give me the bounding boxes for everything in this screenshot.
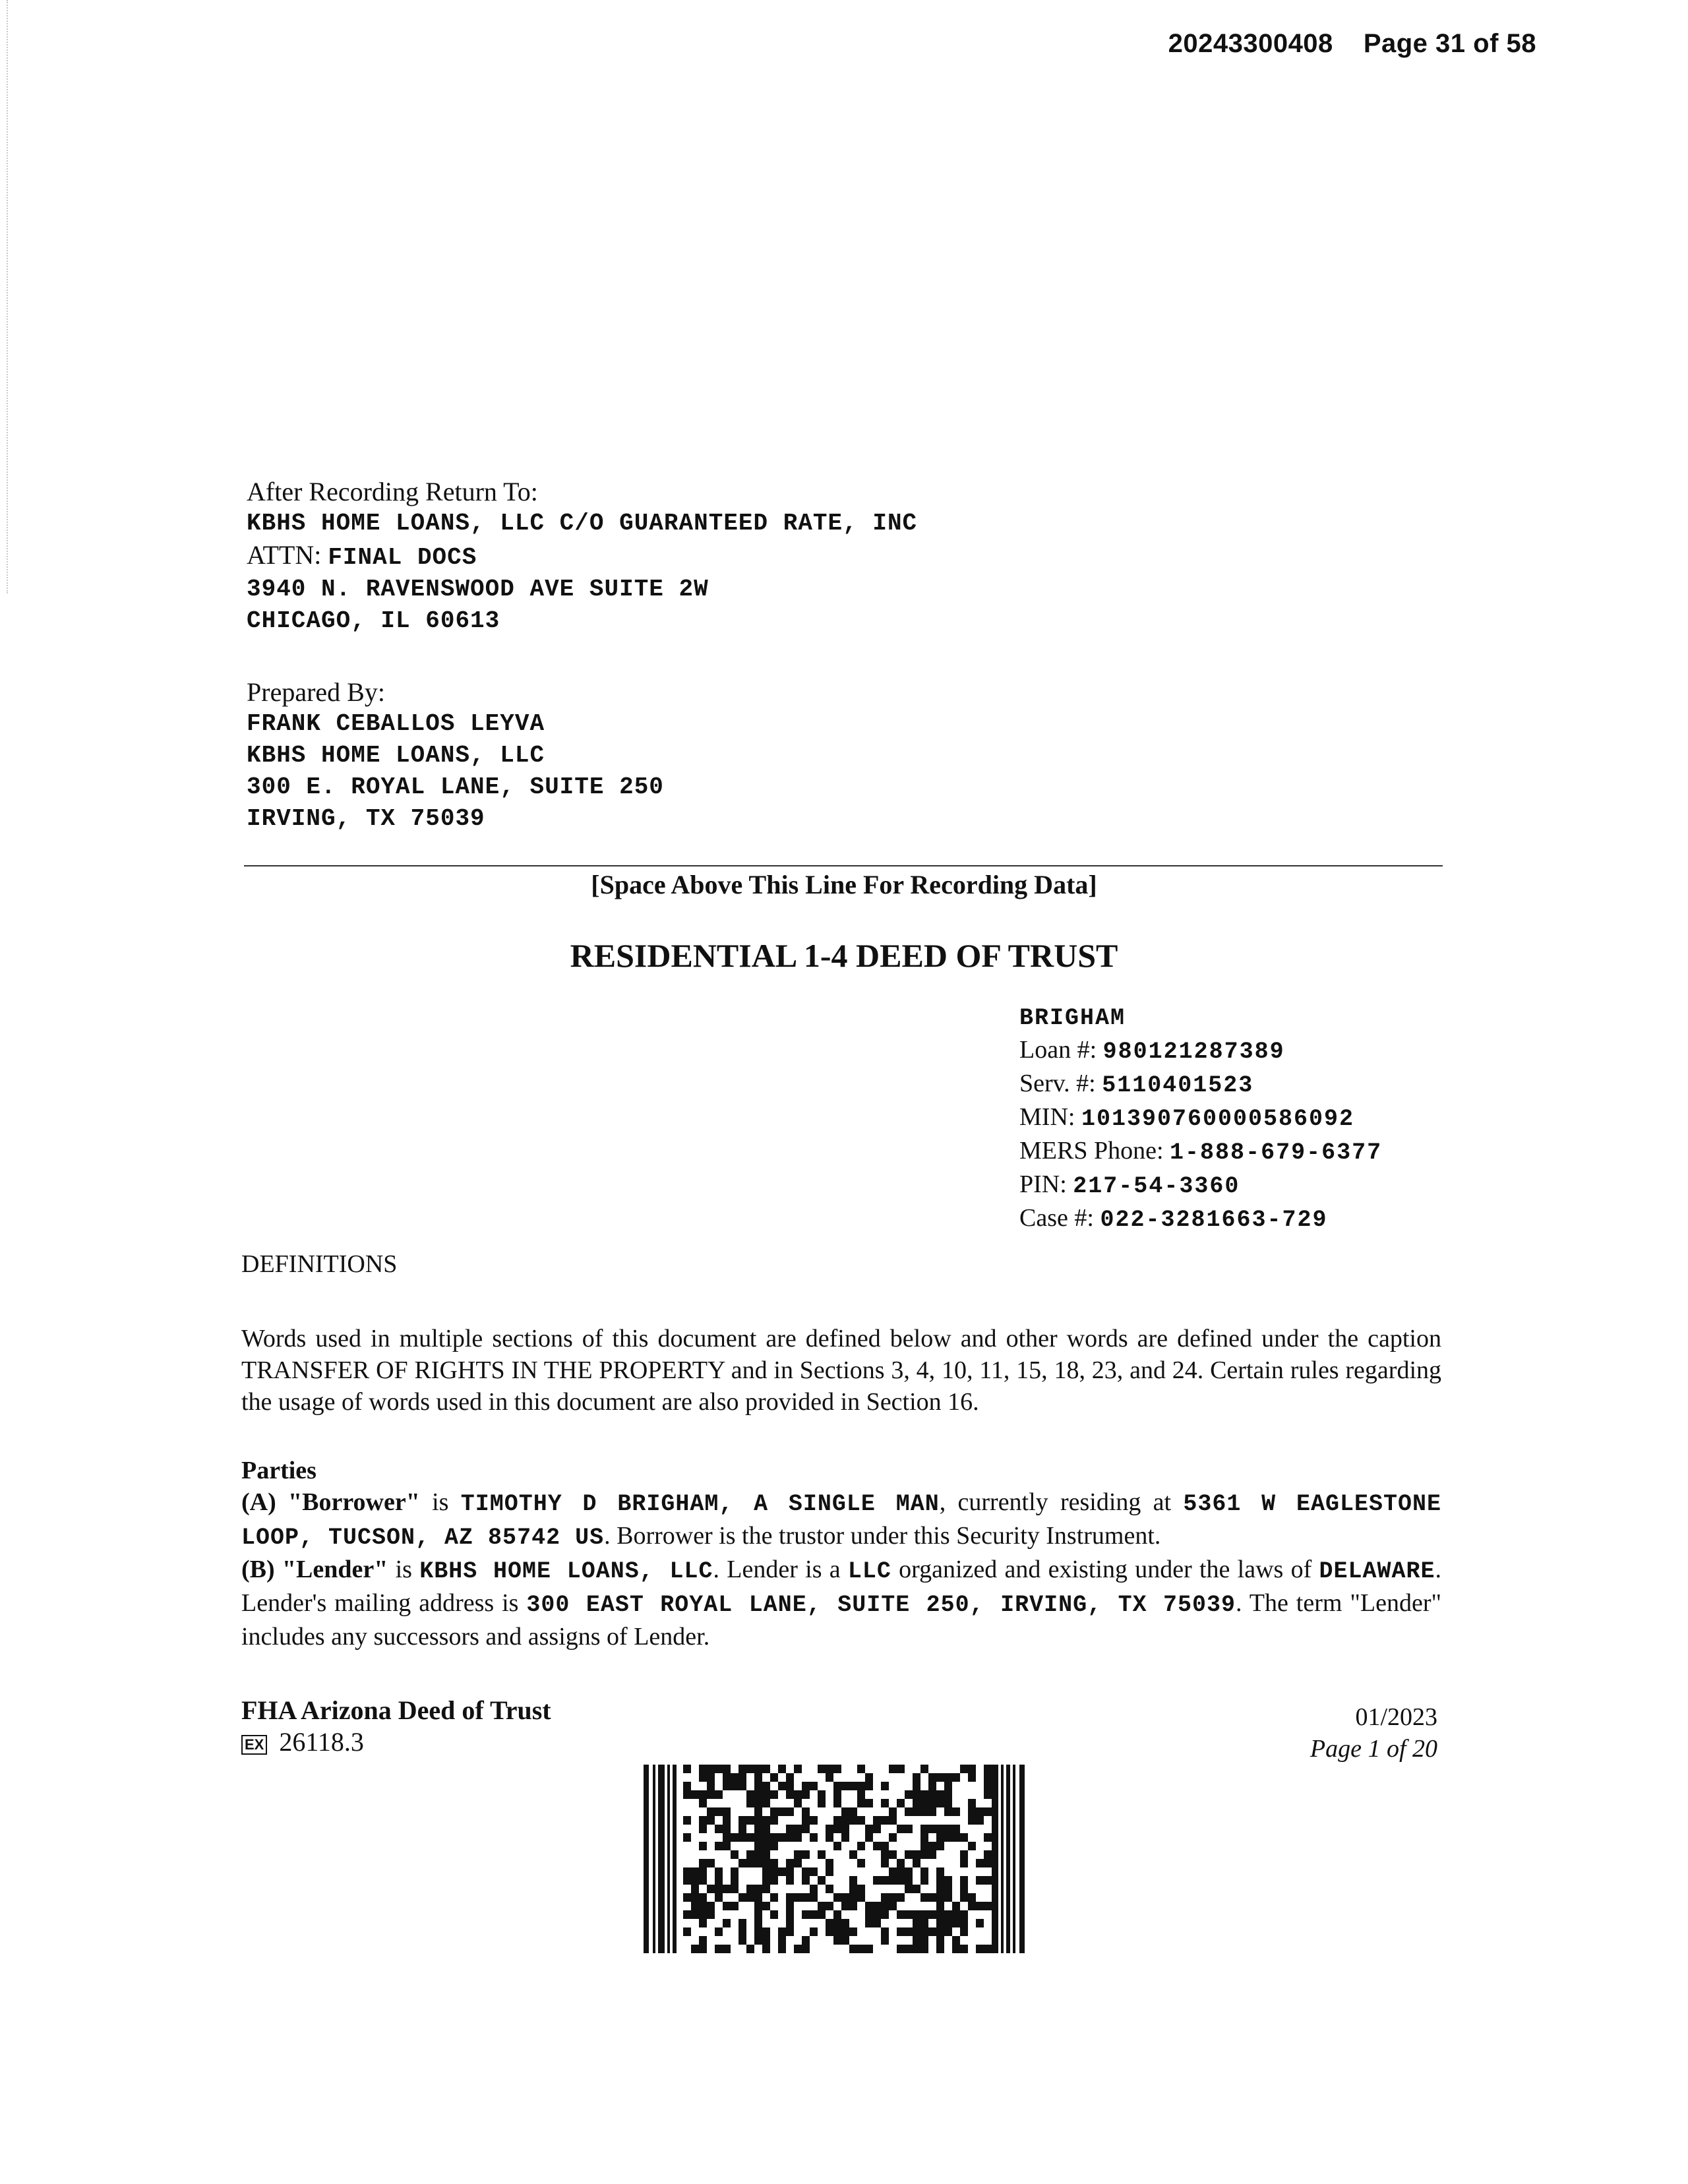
recording-data-caption: [Space Above This Line For Recording Data]: [591, 870, 1097, 899]
min-value: 101390760000586092: [1081, 1106, 1355, 1132]
return-to-attn: [247, 539, 917, 574]
loan-number-value: 980121287389: [1102, 1039, 1285, 1065]
form-page-number: Page 1 of 20: [1310, 1735, 1437, 1763]
pin-row: [1019, 1168, 1382, 1202]
form-number: 26118.3: [279, 1727, 364, 1757]
form-number-row: [241, 1726, 551, 1758]
borrower-label: (A) "Borrower": [241, 1488, 420, 1516]
return-to-line4: CHICAGO, IL 60613: [247, 607, 500, 634]
scan-edge: [7, 0, 9, 593]
lender-address: 300 EAST ROYAL LANE, SUITE 250, IRVING, TX 75039: [526, 1592, 1236, 1618]
borrower-is: is: [419, 1488, 461, 1516]
lender-label: (B) "Lender": [241, 1556, 388, 1583]
loan-info-block: [1019, 1002, 1382, 1236]
serv-number-label: Serv. #:: [1019, 1070, 1096, 1097]
pin-value: 217-54-3360: [1073, 1173, 1240, 1199]
borrower-end: . Borrower is the trustor under this Security Instrument.: [604, 1522, 1161, 1550]
lender-mid3: . Lender's mailing address is: [241, 1556, 1442, 1617]
borrower-surname: BRIGHAM: [1019, 1005, 1126, 1031]
case-number-label: Case #:: [1019, 1204, 1094, 1232]
lender-definition: [241, 1554, 1441, 1653]
mers-phone-row: [1019, 1135, 1382, 1168]
definitions-heading: DEFINITIONS: [241, 1250, 398, 1278]
form-footer-left: [241, 1695, 551, 1758]
case-number-value: 022-3281663-729: [1100, 1207, 1328, 1233]
prepared-by-caption: Prepared By:: [247, 677, 385, 707]
borrower-mid: , currently residing at: [939, 1488, 1184, 1516]
recording-header: [1168, 29, 1536, 59]
mers-phone-value: 1-888-679-6377: [1170, 1139, 1383, 1166]
form-mark-icon: EX: [241, 1735, 267, 1755]
document-number: 20243300408: [1168, 29, 1333, 58]
parties-heading: Parties: [241, 1457, 316, 1484]
borrower-name: TIMOTHY D BRIGHAM, A SINGLE MAN: [460, 1491, 940, 1517]
recording-divider: [244, 865, 1443, 866]
lender-is: is: [388, 1556, 420, 1583]
lender-mid2: organized and existing under the laws of: [891, 1556, 1319, 1583]
lender-name: KBHS HOME LOANS, LLC: [419, 1558, 713, 1585]
document-title: RESIDENTIAL 1-4 DEED OF TRUST: [570, 937, 1118, 974]
prepared-by-line2: KBHS HOME LOANS, LLC: [247, 742, 545, 769]
return-to-line3: 3940 N. RAVENSWOOD AVE SUITE 2W: [247, 576, 709, 603]
lender-state: DELAWARE: [1319, 1558, 1435, 1585]
borrower-address: 5361 W EAGLESTONE LOOP, TUCSON, AZ 85742 US: [241, 1491, 1441, 1551]
loan-number-label: Loan #:: [1019, 1036, 1097, 1064]
page-label: Page 31 of 58: [1363, 29, 1536, 58]
form-date: 01/2023: [1355, 1703, 1437, 1731]
prepared-by-line4: IRVING, TX 75039: [247, 805, 485, 832]
attn-label: ATTN:: [247, 540, 322, 570]
attn-value: FINAL DOCS: [328, 544, 477, 571]
case-number-row: [1019, 1202, 1382, 1236]
loan-number-row: [1019, 1034, 1382, 1068]
form-footer-right: [1310, 1701, 1437, 1765]
min-row: [1019, 1101, 1382, 1135]
lender-end: . The term "Lender" includes any successors and assigns of Lender.: [241, 1589, 1442, 1651]
return-to-caption: After Recording Return To:: [247, 477, 538, 506]
prepared-by-line3: 300 E. ROYAL LANE, SUITE 250: [247, 774, 664, 801]
return-to-block: [247, 476, 917, 637]
prepared-by-block: [247, 677, 664, 835]
barcode-image: [644, 1765, 1029, 1953]
serv-number-row: [1019, 1068, 1382, 1101]
min-label: MIN:: [1019, 1103, 1075, 1131]
serv-number-value: 5110401523: [1102, 1072, 1254, 1099]
definitions-paragraph: Words used in multiple sections of this document are defined below and other words are defined under the caption TRANSFER OF RIGHTS IN THE PROPERTY and in Sections 3, 4, 10, 11, 15, 18, 23, and 24. Certain rules regarding the usage of words used in this document are also provided in Section 16.: [241, 1325, 1441, 1416]
lender-type: LLC: [847, 1558, 891, 1585]
pin-label: PIN:: [1019, 1170, 1067, 1198]
borrower-definition: [241, 1486, 1441, 1554]
return-to-line1: KBHS HOME LOANS, LLC C/O GUARANTEED RATE, INC: [247, 510, 918, 537]
form-title: FHA Arizona Deed of Trust: [241, 1695, 551, 1725]
mers-phone-label: MERS Phone:: [1019, 1137, 1164, 1165]
parties-section: [241, 1455, 1441, 1653]
lender-mid1: . Lender is a: [713, 1556, 848, 1583]
prepared-by-line1: FRANK CEBALLOS LEYVA: [247, 710, 545, 737]
